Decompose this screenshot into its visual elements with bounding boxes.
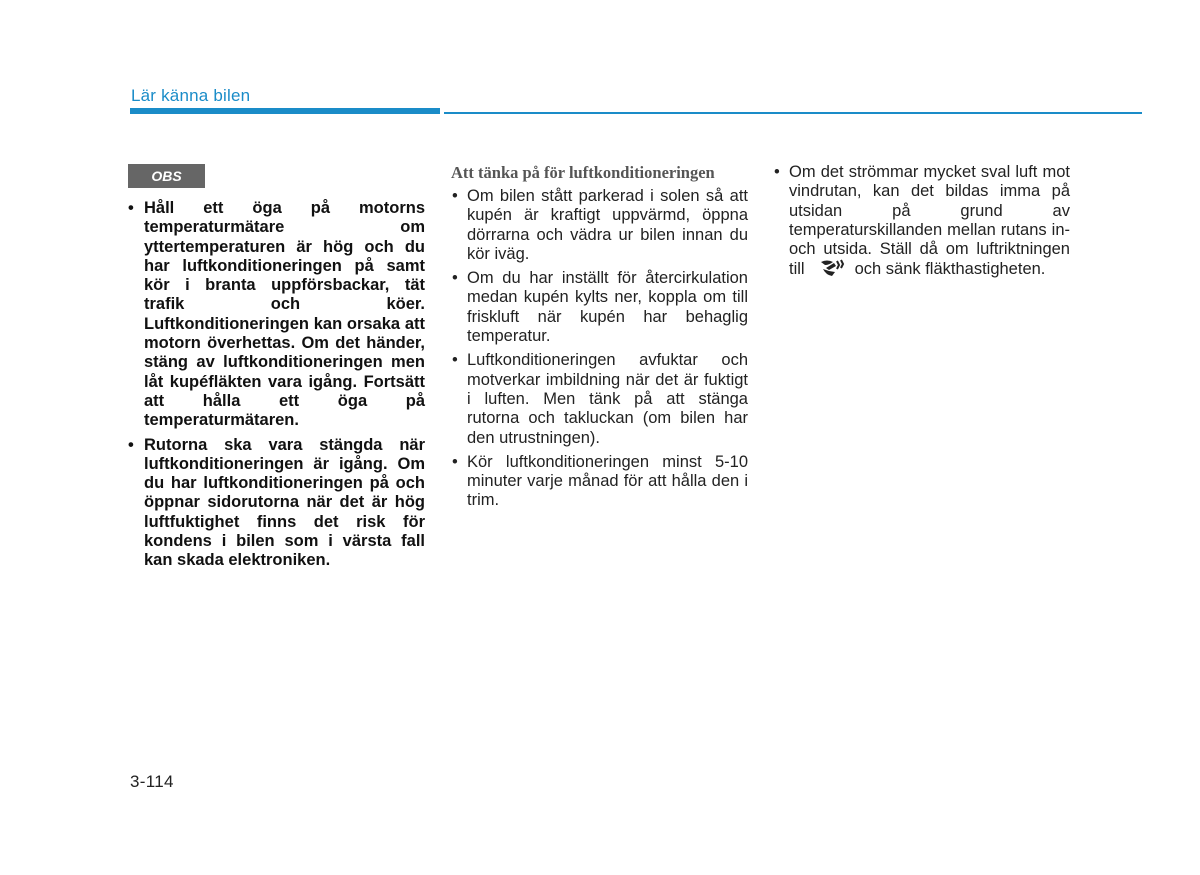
- ac-tip-item: • Om bilen stått parkerad i solen så att kupén är kraftigt uppvärmd, öppna dörrarna och vädra ur bilen innan du kör iväg.: [451, 187, 748, 264]
- windshield-defrost-vent-icon: [817, 259, 847, 277]
- obs-item: • Rutorna ska vara stängda när luftkonditioneringen är igång. Om du har luftkonditioneringen på och öppnar sidorutorna när det är hög luftfuktighet finns det risk för kondens i bilen som i värsta fall kan skada elektroniken.: [128, 436, 425, 571]
- page-number: 3-114: [130, 772, 174, 791]
- defog-list: [773, 163, 1070, 280]
- obs-list: [128, 199, 425, 571]
- defog-text-before: Om det strömmar mycket sval luft mot vindrutan, kan det bildas imma på utsidan på grund av temperaturskillanden mellan rutans in- och utsida. Ställ då om luftriktningen till: [789, 163, 1070, 279]
- defog-item: [773, 163, 1070, 280]
- ac-tip-item: • Kör luftkonditioneringen minst 5-10 minuter varje månad för att hålla den i trim.: [451, 453, 748, 511]
- ac-tips-heading: Att tänka på för luftkonditioneringen: [451, 163, 715, 182]
- obs-badge: OBS: [128, 164, 205, 188]
- header-rule-thick: [130, 108, 440, 114]
- ac-tip-item: • Luftkonditioneringen avfuktar och motverkar imbildning när det är fuktigt i luften. Men tänk på att stänga rutorna och takluckan (om bilen har den utrustningen).: [451, 351, 748, 447]
- header-rule-thin: [444, 112, 1142, 114]
- column-3: [773, 163, 1070, 285]
- ac-tip-item: • Om du har inställt för återcirkulation medan kupén kylts ner, koppla om till friskluft när kupén har behaglig temperatur.: [451, 269, 748, 346]
- obs-item: • Håll ett öga på motorns temperaturmätare om yttertemperaturen är hög och du har luftkonditioneringen på samt kör i branta uppförsbackar, tät trafik och köer. Luftkonditioneringen kan orsaka att motorn överhettas. Om det händer, stäng av luftkonditioneringen men låt kupéfläkten vara igång. Fortsätt att hålla ett öga på temperaturmätaren.: [128, 199, 425, 431]
- ac-tips-list: [451, 187, 748, 511]
- defog-text-after: och sänk fläkthastigheten.: [854, 260, 1046, 279]
- column-2: [451, 163, 748, 516]
- column-1: [128, 164, 425, 576]
- section-title: Lär känna bilen: [131, 86, 251, 105]
